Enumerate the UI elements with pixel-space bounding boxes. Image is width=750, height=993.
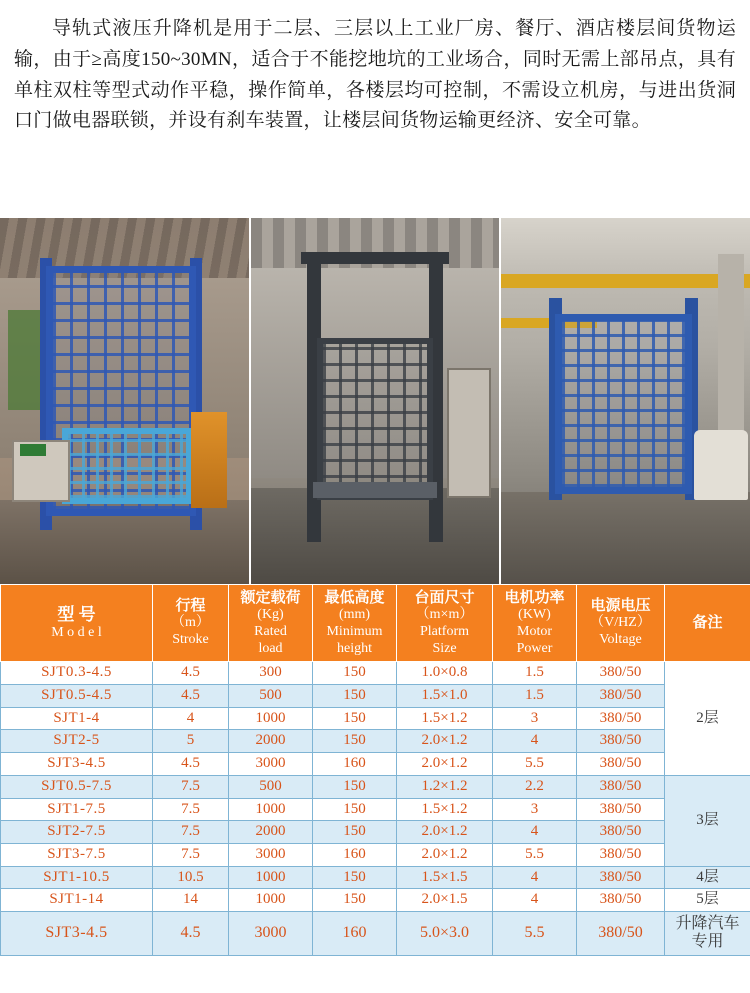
table-row xyxy=(1,866,750,889)
cell-remark: 2层 xyxy=(665,662,750,775)
header-height-en2: height xyxy=(337,640,372,656)
header-load-cn: 额定载荷 xyxy=(240,590,301,606)
cell-minimum-height: 160 xyxy=(313,911,397,955)
cell-platform-size: 1.2×1.2 xyxy=(397,775,493,798)
cell-motor-power: 2.2 xyxy=(493,775,577,798)
header-height-cn: 最低高度 xyxy=(324,590,385,606)
header-stroke-cn: 行程 xyxy=(175,598,206,615)
cell-motor-power: 1.5 xyxy=(493,685,577,708)
cell-platform-size: 2.0×1.2 xyxy=(397,730,493,753)
cell-rated-load: 1000 xyxy=(229,798,313,821)
header-height-unit: (mm) xyxy=(338,607,371,622)
cell-minimum-height: 150 xyxy=(313,775,397,798)
exit-sign xyxy=(20,444,46,456)
header-load-en1: Rated xyxy=(254,623,287,639)
cell-voltage: 380/50 xyxy=(577,707,665,730)
cell-model: SJT1-4 xyxy=(1,707,153,730)
cell-minimum-height: 150 xyxy=(313,866,397,889)
header-remark-cn: 备注 xyxy=(692,615,723,632)
cell-stroke: 7.5 xyxy=(153,843,229,866)
specification-table xyxy=(0,584,750,956)
specification-table-container xyxy=(0,584,750,956)
cell-remark: 5层 xyxy=(665,889,750,912)
table-row xyxy=(1,911,750,955)
photo-dark-steel-guide-rail-lift xyxy=(251,218,500,584)
cell-rated-load: 300 xyxy=(229,662,313,685)
cell-motor-power: 3 xyxy=(493,707,577,730)
cell-model: SJT3-4.5 xyxy=(1,911,153,955)
cell-motor-power: 5.5 xyxy=(493,911,577,955)
cell-minimum-height: 150 xyxy=(313,730,397,753)
cell-voltage: 380/50 xyxy=(577,730,665,753)
cell-model: SJT1-7.5 xyxy=(1,798,153,821)
product-description: 导轨式液压升降机是用于二层、三层以上工业厂房、餐厅、酒店楼层间货物运输，由于≥高度150~30MN，适合于不能挖地坑的工业场合，同时无需上部吊点，具有单柱双柱等型式动作平稳，操作简单，各楼层均可控制，不需设立机房，与进出货洞口门做电器联锁，并设有刹车装置，让楼层间货物运输更经济、安全可靠。 xyxy=(14,18,736,132)
header-minimum-height xyxy=(313,585,397,662)
cell-rated-load: 2000 xyxy=(229,730,313,753)
specification-table-body xyxy=(1,662,750,956)
lift-platform xyxy=(62,428,192,504)
table-row xyxy=(1,662,750,685)
cell-rated-load: 3000 xyxy=(229,753,313,776)
cell-platform-size: 1.5×1.0 xyxy=(397,685,493,708)
factory-floor xyxy=(251,488,500,584)
cell-motor-power: 5.5 xyxy=(493,843,577,866)
cell-voltage: 380/50 xyxy=(577,685,665,708)
cell-motor-power: 4 xyxy=(493,730,577,753)
photo-blue-cage-lift-workshop xyxy=(501,218,750,584)
header-load-unit: (Kg) xyxy=(257,607,284,622)
access-door xyxy=(447,368,491,498)
header-voltage-cn: 电源电压 xyxy=(590,598,651,615)
cell-rated-load: 500 xyxy=(229,775,313,798)
cell-minimum-height: 150 xyxy=(313,889,397,912)
cell-voltage: 380/50 xyxy=(577,775,665,798)
header-voltage-unit: （V/HZ） xyxy=(590,615,651,631)
cell-model: SJT0.5-7.5 xyxy=(1,775,153,798)
table-row xyxy=(1,730,750,753)
header-model xyxy=(1,585,153,662)
cell-motor-power: 3 xyxy=(493,798,577,821)
cell-minimum-height: 160 xyxy=(313,843,397,866)
top-crossbeam xyxy=(301,252,450,264)
lift-cage xyxy=(317,338,434,500)
table-row xyxy=(1,753,750,776)
cell-rated-load: 2000 xyxy=(229,821,313,844)
stored-goods xyxy=(694,430,748,500)
cell-remark: 3层 xyxy=(665,775,750,866)
cell-model: SJT3-4.5 xyxy=(1,753,153,776)
cell-motor-power: 4 xyxy=(493,866,577,889)
header-size-en1: Platform xyxy=(420,623,469,639)
cell-stroke: 10.5 xyxy=(153,866,229,889)
table-row xyxy=(1,685,750,708)
cell-rated-load: 500 xyxy=(229,685,313,708)
header-size-unit: （m×m） xyxy=(415,607,474,622)
cell-platform-size: 2.0×1.2 xyxy=(397,821,493,844)
cell-platform-size: 2.0×1.2 xyxy=(397,843,493,866)
cell-platform-size: 1.5×1.2 xyxy=(397,707,493,730)
header-remark xyxy=(665,585,750,662)
cell-stroke: 7.5 xyxy=(153,821,229,844)
header-power-unit: (KW) xyxy=(518,607,551,622)
cell-stroke: 7.5 xyxy=(153,775,229,798)
cell-rated-load: 1000 xyxy=(229,707,313,730)
header-load-en2: load xyxy=(258,640,283,656)
cell-remark: 4层 xyxy=(665,866,750,889)
cell-model: SJT0.5-4.5 xyxy=(1,685,153,708)
cell-stroke: 7.5 xyxy=(153,798,229,821)
header-motor-power xyxy=(493,585,577,662)
header-power-cn: 电机功率 xyxy=(504,590,565,606)
cell-minimum-height: 150 xyxy=(313,821,397,844)
cell-minimum-height: 150 xyxy=(313,662,397,685)
cell-stroke: 4.5 xyxy=(153,911,229,955)
header-model-en: M o d e l xyxy=(51,624,102,640)
cell-motor-power: 4 xyxy=(493,821,577,844)
cell-minimum-height: 150 xyxy=(313,798,397,821)
cell-stroke: 5 xyxy=(153,730,229,753)
cell-platform-size: 1.5×1.5 xyxy=(397,866,493,889)
cell-model: SJT1-10.5 xyxy=(1,866,153,889)
header-height-en1: Minimum xyxy=(326,623,383,639)
header-size-en2: Size xyxy=(432,640,457,656)
cell-stroke: 14 xyxy=(153,889,229,912)
table-row xyxy=(1,775,750,798)
cell-voltage: 380/50 xyxy=(577,911,665,955)
workshop-floor xyxy=(501,492,750,584)
cell-platform-size: 2.0×1.5 xyxy=(397,889,493,912)
header-rated-load xyxy=(229,585,313,662)
photo-blue-rail-lift-warehouse xyxy=(0,218,249,584)
cell-voltage: 380/50 xyxy=(577,798,665,821)
cell-rated-load: 1000 xyxy=(229,889,313,912)
cell-voltage: 380/50 xyxy=(577,662,665,685)
cell-platform-size: 2.0×1.2 xyxy=(397,753,493,776)
table-row xyxy=(1,707,750,730)
header-power-en1: Motor xyxy=(517,623,552,639)
cell-stroke: 4 xyxy=(153,707,229,730)
product-photo-strip xyxy=(0,218,750,584)
table-row xyxy=(1,821,750,844)
cell-voltage: 380/50 xyxy=(577,753,665,776)
forklift xyxy=(191,412,227,508)
cell-motor-power: 4 xyxy=(493,889,577,912)
cell-rated-load: 3000 xyxy=(229,843,313,866)
yellow-beam xyxy=(501,274,750,288)
cell-platform-size: 1.5×1.2 xyxy=(397,798,493,821)
cell-minimum-height: 150 xyxy=(313,685,397,708)
cell-minimum-height: 160 xyxy=(313,753,397,776)
cell-rated-load: 3000 xyxy=(229,911,313,955)
cell-model: SJT2-5 xyxy=(1,730,153,753)
cell-stroke: 4.5 xyxy=(153,753,229,776)
cell-platform-size: 1.0×0.8 xyxy=(397,662,493,685)
cell-model: SJT2-7.5 xyxy=(1,821,153,844)
cell-voltage: 380/50 xyxy=(577,821,665,844)
header-voltage xyxy=(577,585,665,662)
table-row xyxy=(1,843,750,866)
cell-platform-size: 5.0×3.0 xyxy=(397,911,493,955)
cell-model: SJT0.3-4.5 xyxy=(1,662,153,685)
header-platform-size xyxy=(397,585,493,662)
cell-motor-power: 1.5 xyxy=(493,662,577,685)
header-size-cn: 台面尺寸 xyxy=(414,590,475,606)
header-power-en2: Power xyxy=(516,640,553,656)
cell-model: SJT3-7.5 xyxy=(1,843,153,866)
cell-voltage: 380/50 xyxy=(577,889,665,912)
cell-stroke: 4.5 xyxy=(153,685,229,708)
header-voltage-en: Voltage xyxy=(599,632,642,648)
cell-voltage: 380/50 xyxy=(577,843,665,866)
lift-deck xyxy=(313,482,438,498)
cell-stroke: 4.5 xyxy=(153,662,229,685)
cell-remark: 升降汽车 专用 xyxy=(665,911,750,955)
cell-minimum-height: 150 xyxy=(313,707,397,730)
cell-voltage: 380/50 xyxy=(577,866,665,889)
table-row xyxy=(1,889,750,912)
table-row xyxy=(1,798,750,821)
header-model-cn: 型 号 xyxy=(57,604,96,624)
table-header-row xyxy=(1,585,750,662)
header-stroke xyxy=(153,585,229,662)
header-stroke-unit: （m） xyxy=(171,615,210,631)
cell-rated-load: 1000 xyxy=(229,866,313,889)
header-stroke-en: Stroke xyxy=(172,632,209,648)
cell-motor-power: 5.5 xyxy=(493,753,577,776)
lift-cage xyxy=(555,314,692,494)
cell-model: SJT1-14 xyxy=(1,889,153,912)
